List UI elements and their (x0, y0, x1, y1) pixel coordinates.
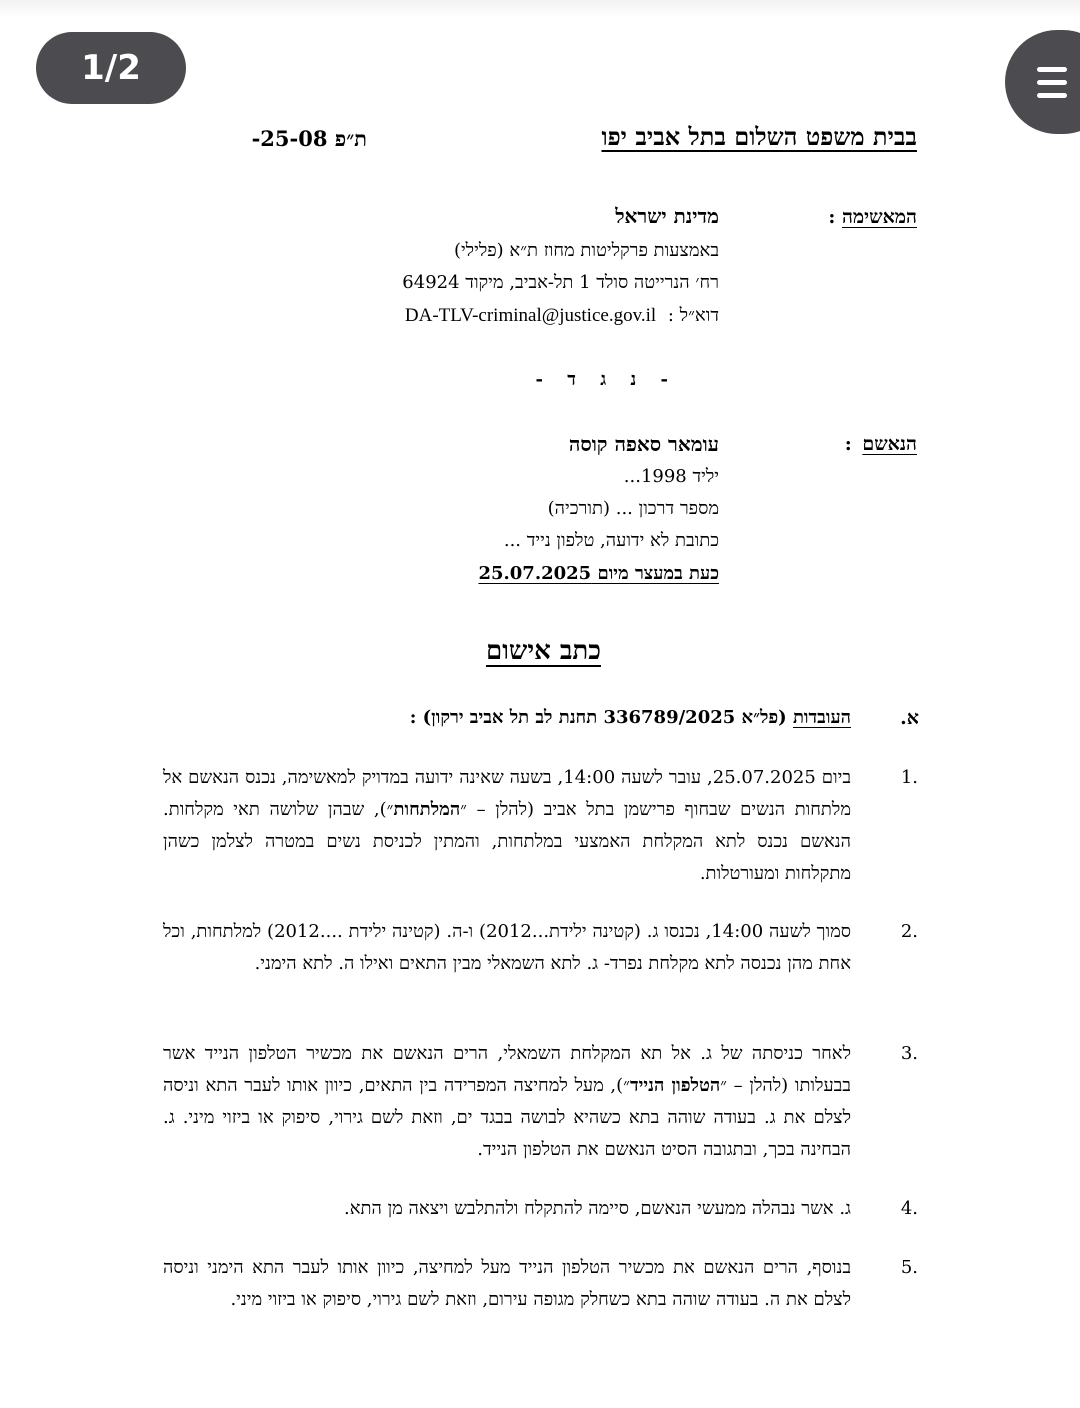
section-heading-rest: (פל״א 336789/2025 תחנת לב תל אביב ירקון) : (409, 707, 793, 728)
defendant-label-group (845, 433, 917, 456)
paragraph-bold-term: המלתחות (393, 799, 461, 820)
paragraph (163, 1038, 851, 1166)
defendant-passport: מספר דרכון ... (תורכיה) (547, 498, 719, 519)
paragraph-text: ג. אשר נבהלה ממעשי הנאשם, סיימה להתקלח ולהתלבש ויצאה מן התא. (344, 1198, 851, 1219)
section-heading-underlined: העובדות (792, 707, 851, 728)
prosecution-label: המאשימה (841, 206, 917, 228)
versus-separator: - נ ג ד - (535, 369, 677, 390)
prosecution-email-line (405, 305, 719, 327)
prosecution-email: DA-TLV-criminal@justice.gov.il (404, 305, 657, 326)
defendant-born: יליד 1998... (623, 466, 719, 487)
document-title: כתב אישום (486, 636, 601, 666)
prosecution-label-group (828, 206, 917, 229)
defendant-label: הנאשם (862, 433, 917, 455)
defendant-address: כתובת לא ידועה, טלפון נייד ... (503, 530, 719, 551)
prosecution-name: מדינת ישראל (615, 204, 719, 228)
prosecution-address: רח׳ הנרייטה סולד 1 תל-אביב, מיקוד 64924 (402, 272, 719, 293)
paragraph (163, 762, 851, 890)
paragraph-text: ״), מעל למחיצה המפרידה בין התאים, כיוון אותו לעבר התא וניסה לצלם את ג. בעודה שוהה בתא כשהיא לבושה בבגד ים, וזאת לשם גירוי, סיפוק או ביזוי מיני. ג. הבחינה בכך, ובתגובה הסיט הנאשם את הטלפון הנייד. (163, 1075, 851, 1160)
section-heading (410, 707, 851, 728)
paragraph-number: 5. (900, 1257, 918, 1278)
paragraph-number: 1. (900, 767, 918, 788)
email-label: דוא״ל : (667, 305, 719, 326)
page-indicator: 1/2 (36, 32, 186, 104)
defendant-colon: : (844, 433, 852, 455)
court-name: בבית משפט השלום בתל אביב יפו (601, 122, 917, 151)
paragraph-number: 2. (900, 921, 918, 942)
paragraph-text: סמוך לשעה 14:00, נכנסו ג. (קטינה ילידת...2012) ו-ה. (קטינה ילידת ....2012) למלתחות, וכל אחת מהן נכנסה לתא מקלחת נפרד- ג. לתא השמאלי מבין התאים ואילו ה. לתא הימני. (163, 921, 852, 974)
case-number: ת״פ 25-08- (251, 126, 367, 151)
defendant-custody: כעת במעצר מיום 25.07.2025 (478, 563, 719, 584)
paragraph-bold-term: הטלפון הנייד (630, 1075, 721, 1096)
paragraph (163, 916, 851, 980)
paragraph-text: בנוסף, הרים הנאשם את מכשיר הטלפון הנייד מעל למחיצה, כיוון אותו לעבר התא הימני וניסה לצלם את ה. בעודה שוהה בתא כשחלק מגופה עירום, וזאת לשם גירוי, סיפוק או ביזוי מיני. (163, 1257, 851, 1310)
paragraph-text: לאחר כניסתה של ג. אל תא המקלחת השמאלי, הרים הנאשם את מכשיר הטלפון הנייד אשר בבעלותו (להלן – ״ (163, 1043, 851, 1096)
paragraph-text: ״), שבהן שלושה תאי מקלחות. הנאשם נכנס לתא המקלחת האמצעי במלתחות, והמתין לכניסת נשים במטרה לצלמן כשהן מתקלחות ומעורטלות. (163, 799, 851, 884)
paragraph-text: ביום 25.07.2025, עובר לשעה 14:00, בשעה שאינה ידועה במדויק למאשימה, נכנס הנאשם אל מלתחות הנשים שבחוף פרישמן בתל אביב (להלן – ״ (163, 767, 852, 820)
paragraph-number: 3. (900, 1043, 918, 1064)
section-letter: א. (900, 707, 919, 729)
paragraph (163, 1252, 851, 1316)
prosecution-colon: : (828, 206, 836, 228)
prosecution-via: באמצעות פרקליטות מחוז ת״א (פלילי) (453, 240, 719, 261)
defendant-name: עומאר סאפה קוסה (568, 432, 719, 456)
paragraph (163, 1193, 851, 1225)
paragraph-number: 4. (900, 1198, 918, 1219)
